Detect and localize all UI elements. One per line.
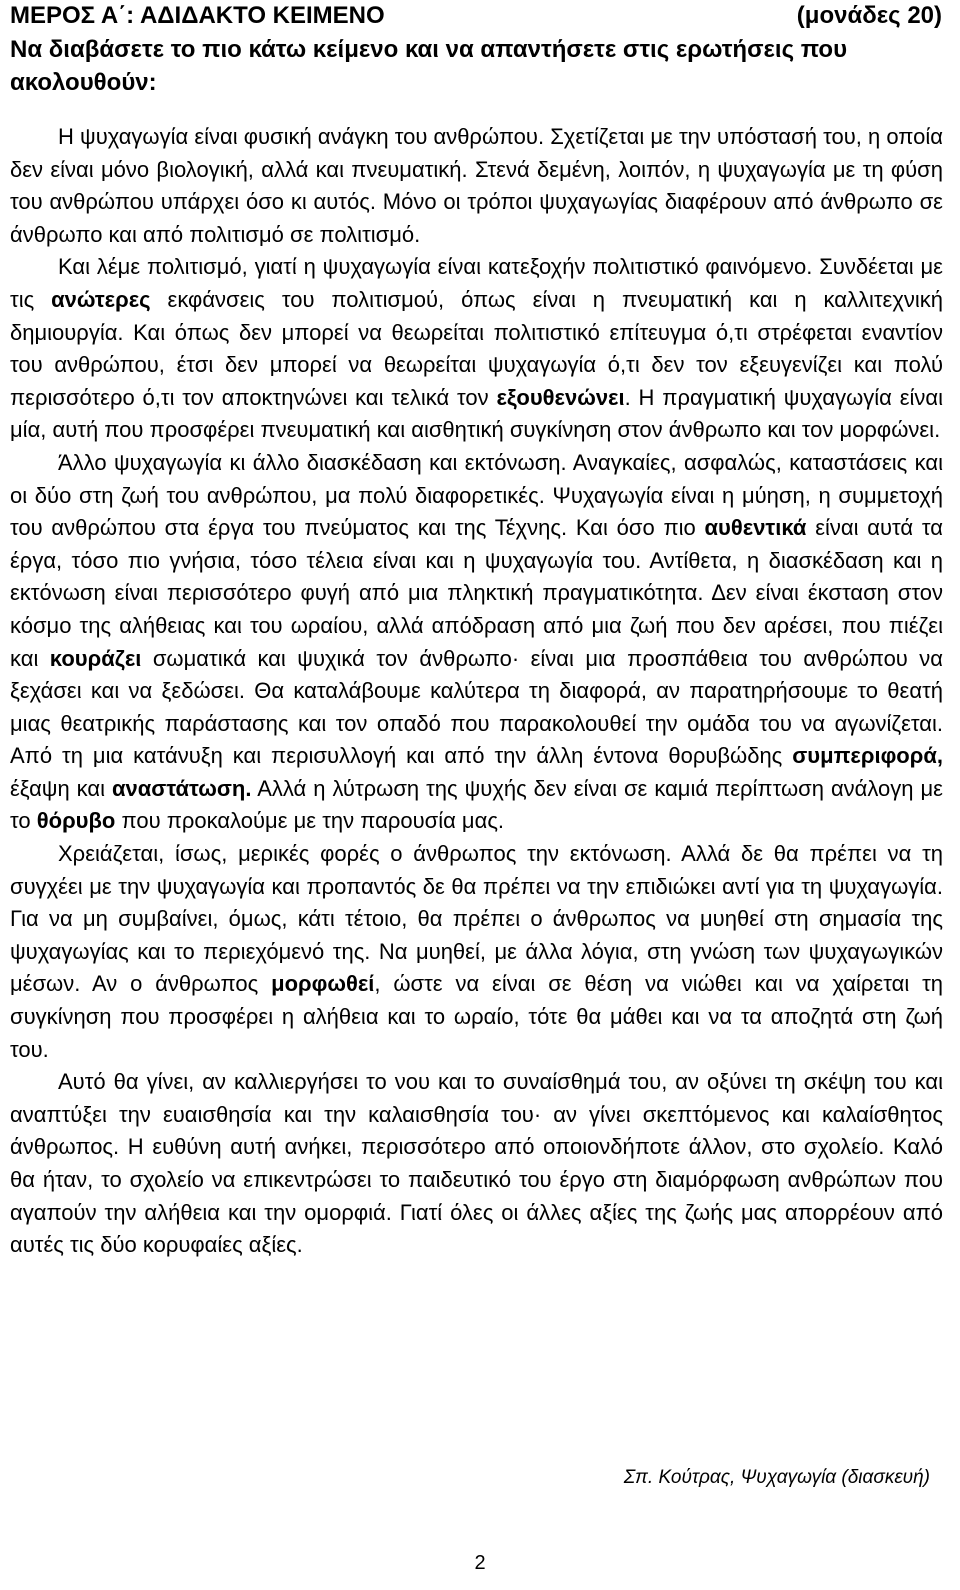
paragraph-1: Η ψυχαγωγία είναι φυσική ανάγκη του ανθρώπου. Σχετίζεται με την υπόστασή του, η οποία δεν είναι μόνο βιολογική, αλλά και πνευματική. Στενά δεμένη, λοιπόν, η ψυχαγωγία με τη φύση του ανθρώπου υπάρχει όσο κι αυτός. Μόνο οι τρόποι ψυχαγωγίας διαφέρουν από άνθρωπο σε άνθρωπο και από πολιτισμό σε πολιτισμό. [10, 124, 943, 247]
bold-word: μορφωθεί [271, 971, 375, 997]
bold-word: αυθεντικά [704, 515, 807, 541]
text-span: , ώστε να είναι σε θέση να νιώθει και να χαίρεται τη συγκίνηση που προσφέρει η αλήθεια και το ωραίο, τότε θα μάθει και να τα αποζητά στη ζωή του. [10, 971, 943, 1062]
text-span: . Η πραγματική ψυχαγωγία είναι μία, αυτή που προσφέρει πνευματική και αισθητική συγκίνηση στον άνθρωπο και τον μορφώνει. [10, 384, 944, 443]
text-span: που προκαλούμε με την παρουσία μας. [115, 808, 505, 834]
bold-word: εξουθενώνει [496, 384, 625, 410]
attribution: Σπ. Κούτρας, Ψυχαγωγία (διασκευή) [623, 1467, 930, 1488]
paragraph-4 [10, 838, 943, 1066]
paragraph-2 [10, 251, 943, 447]
text-span: σωματικά και ψυχικά τον άνθρωπο· είναι μια προσπάθεια του ανθρώπου να ξεχάσει και να ξεδώσει. Θα καταλάβουμε καλύτερα τη διαφορά, αν παρατηρήσουμε το θεατή μιας θεατρικής παράστασης και τον οπαδό που παρακολουθεί την ομάδα του να αγωνίζεται. Από τη μια κατάνυξη και περισυλλογή και από την άλλη έντονα θορυβώδης [10, 645, 944, 769]
text-span: εκφάνσεις του πολιτισμού, όπως είναι η πνευματική και η καλλιτεχνική δημιουργία. Και όπως δεν μπορεί να θεωρείται πολιτιστικό επίτευγμα ό,τι στρέφεται εναντίον του ανθρώπου, έτσι δεν μπορεί να θεωρείται ψυχαγωγία ό,τι δεν τον εξευγενίζει και πολύ περισσότερο ό,τι τον αποκτηνώνει και τελικά τον [10, 286, 943, 410]
instruction: Να διαβάσετε το πιο κάτω κείμενο και να απαντήσετε στις ερωτήσεις που ακολουθούν: [10, 36, 848, 96]
text-span: είναι αυτά τα έργα, τόσο πιο γνήσια, τόσο τέλεια είναι και η ψυχαγωγία του. Αντίθετα, η διασκέδαση και η εκτόνωση είναι περισσότερο φυγή από μια πληκτική πραγματικότητα. Δεν είναι έκσταση στον κόσμο της αλήθειας και του ωραίου, αλλά απόδραση από μια ζωή που δεν αρέσει, που πιέζει και [10, 515, 943, 671]
title-row [10, 0, 942, 31]
text-span: Άλλο ψυχαγωγία κι άλλο διασκέδαση και εκτόνωση. Αναγκαίες, ασφαλώς, καταστάσεις και οι δύο στη ζωή του ανθρώπου, μα πολύ διαφορετικές. Ψυχαγωγία είναι η μύηση, η συμμετοχή του ανθρώπου στα έργα του πνεύματος και της Τέχνης. Και όσο πιο [10, 449, 943, 541]
page-number: 2 [474, 1552, 486, 1574]
paragraph-5: Αυτό θα γίνει, αν καλλιεργήσει το νου και το συναίσθημά του, αν οξύνει τη σκέψη του και αναπτύξει την ευαισθησία και την καλαισθησία του· αν γίνει σκεπτόμενος και καλαίσθητος άνθρωπος. Η ευθύνη αυτή ανήκει, περισσότερο από οποιονδήποτε άλλον, στο σχολείο. Καλό θα ήταν, το σχολείο να επικεντρώσει το παιδευτικό του έργο στη διαμόρφωση ανθρώπων που αγαπούν την αλήθεια και την ομορφιά. Γιατί όλες οι άλλες αξίες της ζωής μας απορρέουν από αυτές τις δύο κορυφαίες αξίες. [10, 1069, 943, 1258]
bold-word: ανώτερες [51, 286, 151, 312]
passage [10, 121, 943, 1262]
text-span: Χρειάζεται, ίσως, μερικές φορές ο άνθρωπος την εκτόνωση. Αλλά δε θα πρέπει να τη συγχέει με την ψυχαγωγία και προπαντός δε θα πρέπει να την επιδιώκει αντί για τη ψυχαγωγία. Για να μη συμβαίνει, όμως, κάτι τέτοιο, θα πρέπει ο άνθρωπος να μυηθεί στη σημασία της ψυχαγωγίας και το περιεχόμενό της. Να μυηθεί, με άλλα λόγια, στη γνώση των ψυχαγωγικών μέσων. Αν ο άνθρωπος [10, 841, 943, 997]
text-span: Και λέμε πολιτισμό, γιατί η ψυχαγωγία είναι κατεξοχήν πολιτιστικό φαινόμενο. Συνδέεται με τις [10, 254, 943, 312]
bold-word: κουράζει [49, 645, 142, 671]
text-span: έξαψη και [10, 775, 112, 801]
paragraph-3 [10, 447, 943, 838]
bold-word: θόρυβο [36, 808, 116, 834]
bold-word: συμπεριφορά, [792, 743, 943, 769]
text-span: Αλλά η λύτρωση της ψυχής δεν είναι σε καμιά περίπτωση ανάλογη με το [10, 775, 943, 834]
part-title: ΜΕΡΟΣ Α΄: ΑΔΙΔΑΚΤΟ ΚΕΙΜΕΝΟ [10, 2, 385, 29]
bold-word: αναστάτωση. [111, 775, 252, 801]
points-label: (μονάδες 20) [796, 2, 942, 29]
